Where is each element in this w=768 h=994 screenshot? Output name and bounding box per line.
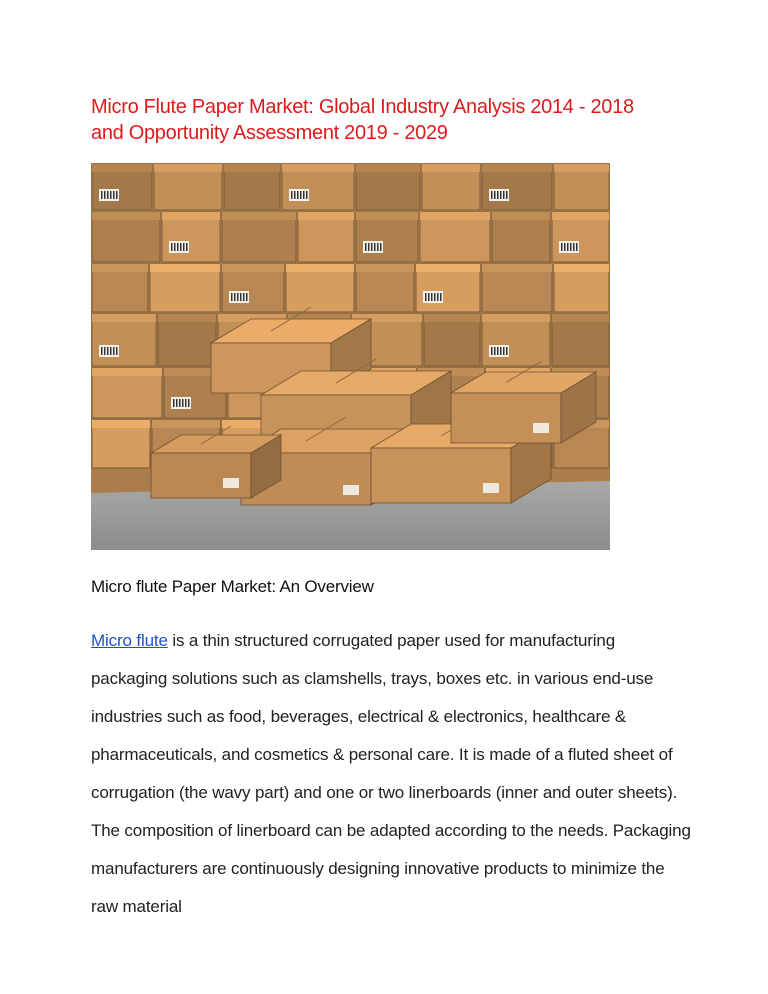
background-box bbox=[416, 264, 480, 312]
document-title bbox=[91, 94, 691, 146]
background-box bbox=[298, 212, 354, 262]
background-box bbox=[554, 264, 609, 312]
background-box bbox=[92, 420, 150, 468]
background-box bbox=[492, 212, 550, 262]
background-box bbox=[356, 212, 418, 262]
background-box bbox=[158, 314, 216, 366]
cardboard-boxes-illustration bbox=[91, 163, 610, 550]
background-box bbox=[92, 368, 162, 418]
background-box bbox=[286, 264, 354, 312]
background-box bbox=[552, 314, 609, 366]
background-box bbox=[92, 264, 148, 312]
cardboard-boxes-photo bbox=[91, 163, 610, 550]
background-box bbox=[424, 314, 480, 366]
background-box bbox=[420, 212, 490, 262]
body-paragraph bbox=[91, 622, 691, 926]
background-box bbox=[222, 212, 296, 262]
background-box bbox=[92, 212, 160, 262]
background-box bbox=[356, 264, 414, 312]
background-box bbox=[482, 264, 552, 312]
background-box bbox=[150, 264, 220, 312]
background-box bbox=[552, 212, 609, 262]
background-box bbox=[482, 164, 552, 210]
background-box bbox=[554, 164, 609, 210]
section-heading: Micro flute Paper Market: An Overview bbox=[91, 577, 374, 596]
background-box bbox=[482, 314, 550, 366]
background-box bbox=[282, 164, 354, 210]
background-box bbox=[92, 314, 156, 366]
background-box bbox=[224, 164, 280, 210]
background-box bbox=[154, 164, 222, 210]
title-line-1: Micro Flute Paper Market: Global Industry Analysis 2014 - 2018 bbox=[91, 96, 634, 118]
background-box bbox=[92, 164, 152, 210]
background-box bbox=[422, 164, 480, 210]
body-paragraph-text: is a thin structured corrugated paper used for manufacturing packaging solutions such as clamshells, trays, boxes etc. in various end-use industries such as food, beverages, electrical & electronics, healthcare & pharmaceuticals, and cosmetics & personal care. It is made of a fluted sheet of corrugation (the wavy part) and one or two linerboards (inner and outer sheets). The composition of linerboard can be adapted according to the needs. Packaging manufacturers are continuously designing innovative products to minimize the raw material bbox=[91, 631, 691, 916]
micro-flute-link[interactable]: Micro flute bbox=[91, 631, 168, 650]
title-line-2: and Opportunity Assessment 2019 - 2029 bbox=[91, 122, 448, 144]
background-box bbox=[162, 212, 220, 262]
background-box bbox=[356, 164, 420, 210]
background-box bbox=[222, 264, 284, 312]
